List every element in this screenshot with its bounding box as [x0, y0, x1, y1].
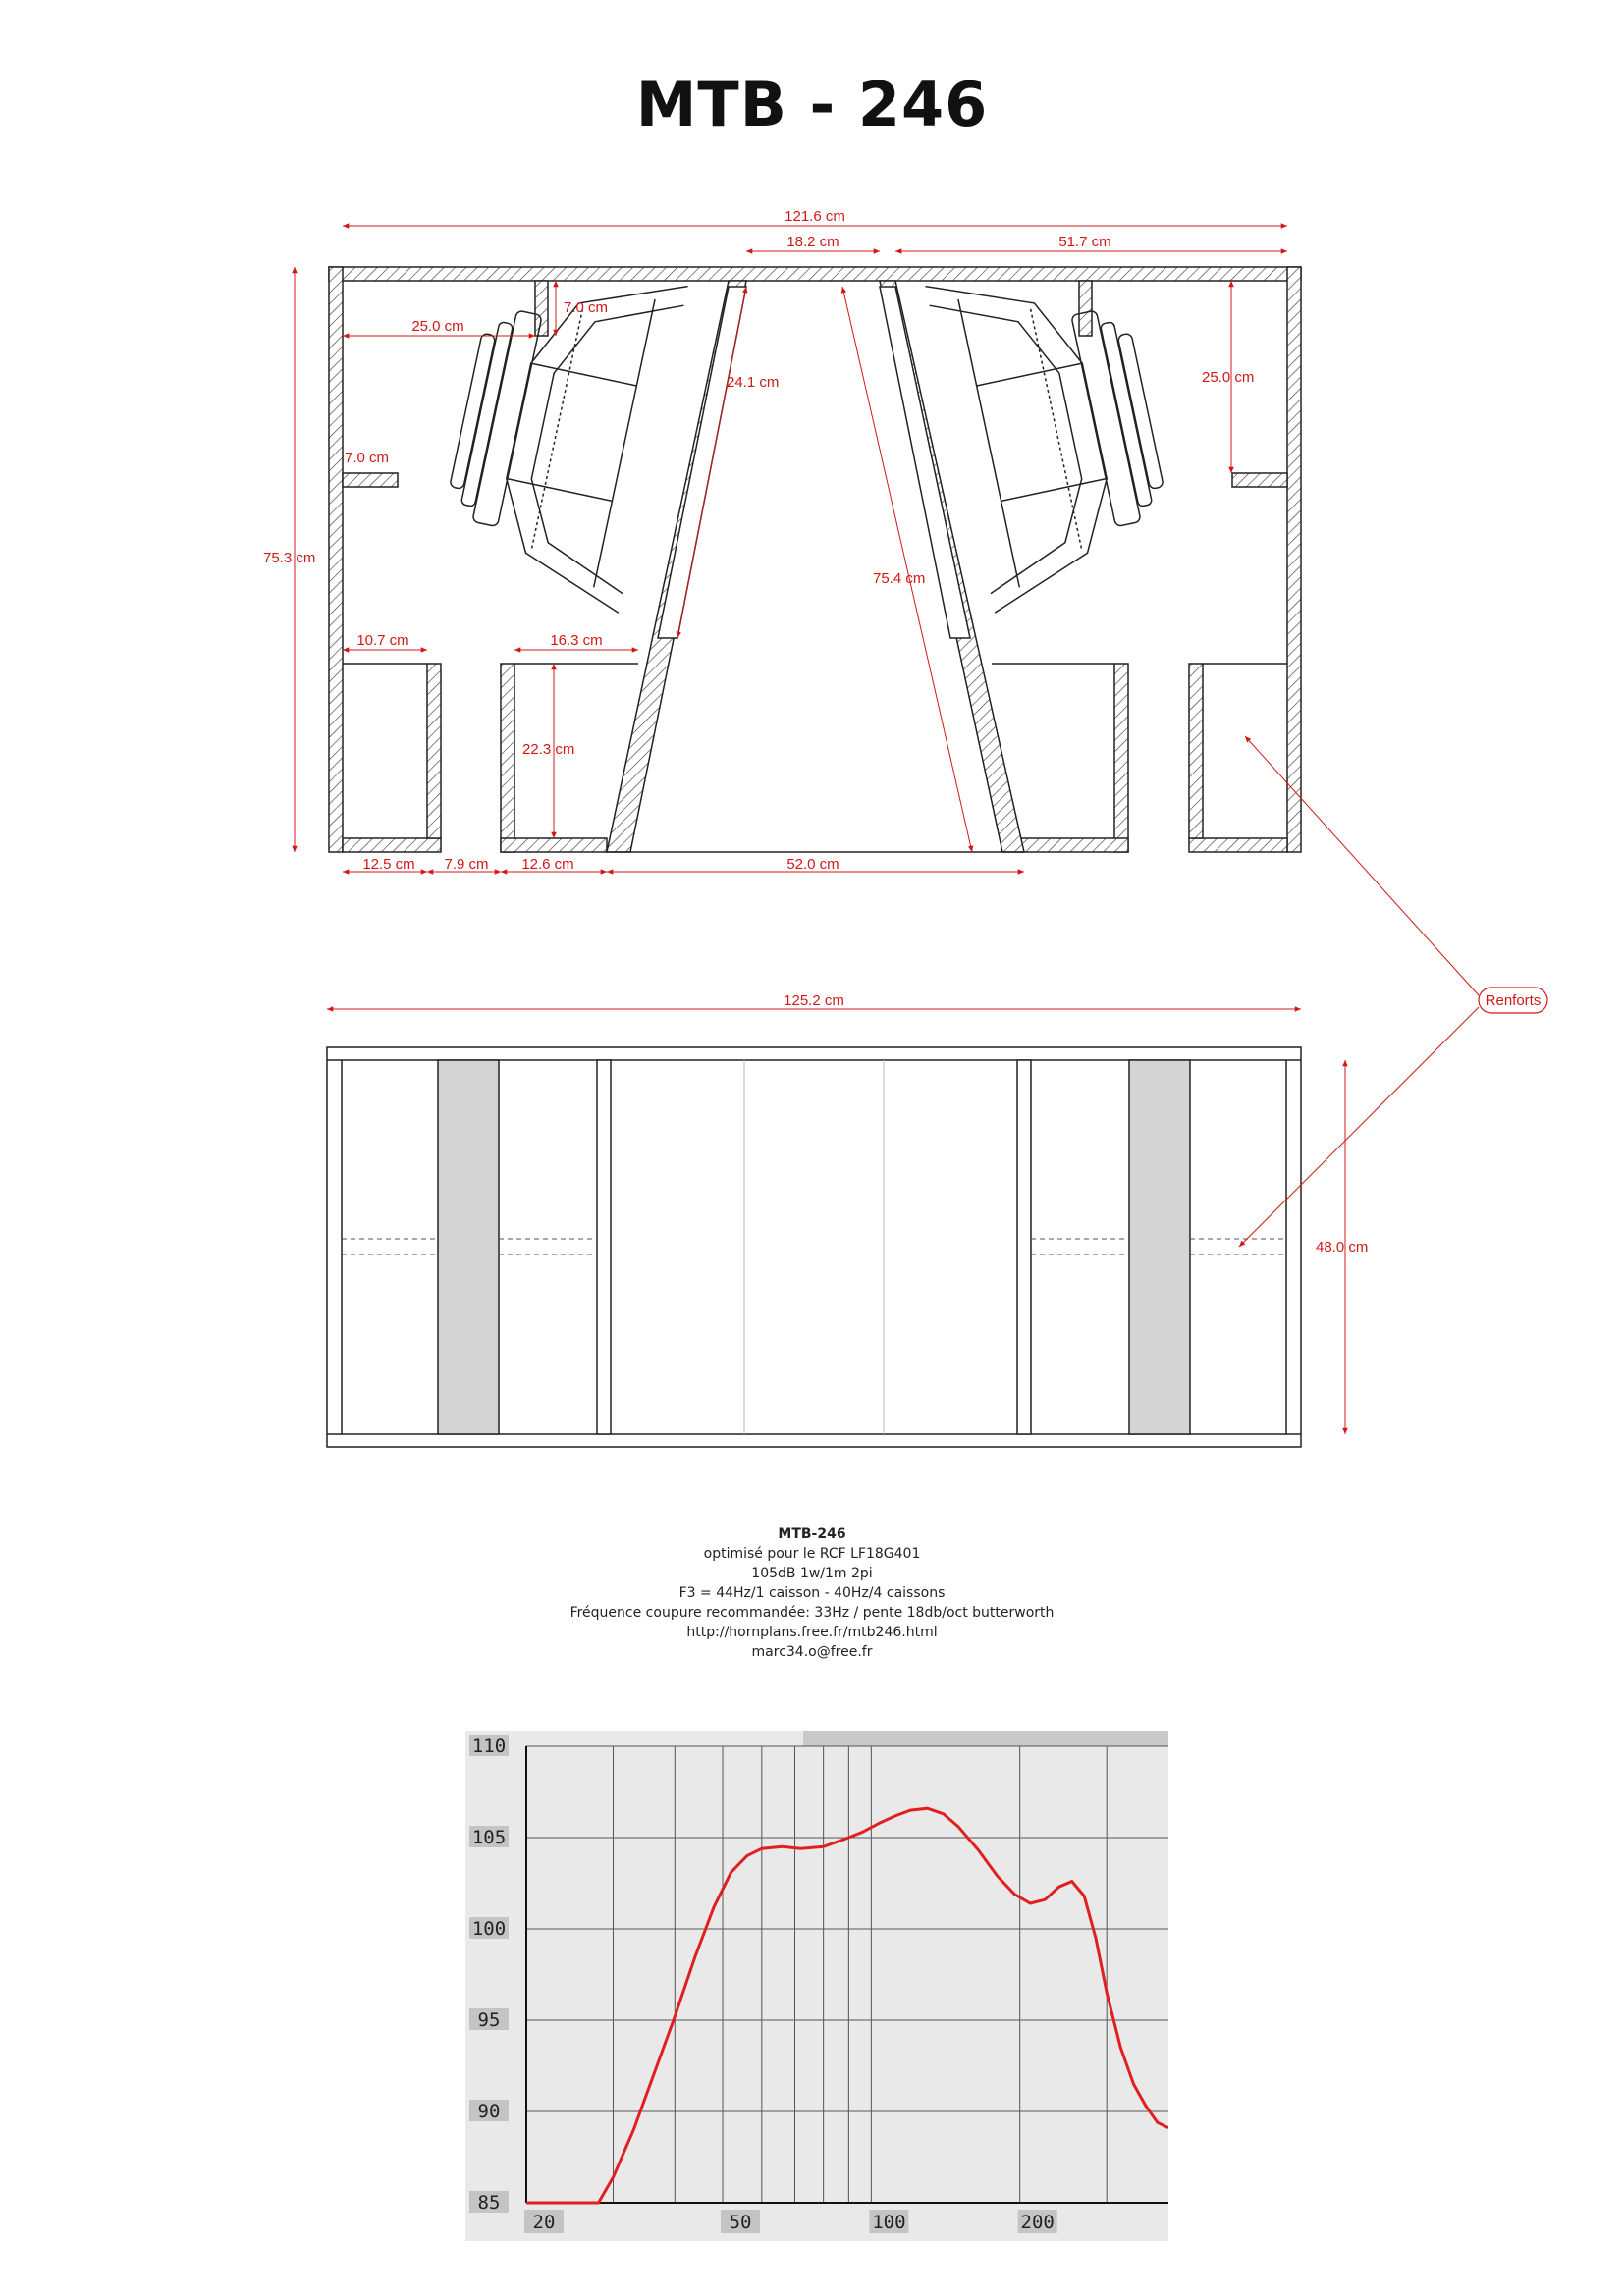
- y-tick-label: 90: [477, 2101, 501, 2122]
- y-tick-label: 100: [471, 1918, 507, 1940]
- y-tick-label: 110: [471, 1735, 507, 1757]
- dim-front-width: 125.2 cm: [784, 992, 844, 1009]
- dim-bottom-mouth: 52.0 cm: [786, 856, 839, 873]
- frequency-response-chart: [465, 1731, 1168, 2241]
- spec-block: [0, 1524, 1624, 1662]
- page-title: MTB - 246: [635, 69, 989, 140]
- dim-overall-height: 75.3 cm: [263, 550, 316, 566]
- dim-overall-width: 121.6 cm: [785, 208, 845, 225]
- spec-f3: F3 = 44Hz/1 caisson - 40Hz/4 caissons: [678, 1585, 946, 1601]
- chart-header-bar: [803, 1731, 1168, 1746]
- dim-brace-height: 7.0 cm: [564, 299, 609, 316]
- spec-crossover: Fréquence coupure recommandée: 33Hz / pente 18db/oct butterworth: [569, 1605, 1055, 1621]
- spec-driver: optimisé pour le RCF LF18G401: [703, 1546, 921, 1562]
- side-view: [329, 267, 1301, 852]
- x-tick-label: 20: [532, 2212, 556, 2233]
- dim-mouth-top: 18.2 cm: [786, 234, 839, 250]
- x-tick-label: 200: [1020, 2212, 1055, 2233]
- spec-name: MTB-246: [778, 1526, 846, 1542]
- dim-inner-chamber: 16.3 cm: [550, 632, 603, 649]
- dim-bottom-2: 7.9 cm: [444, 856, 489, 873]
- front-view: [327, 1047, 1301, 1447]
- x-tick-label: 50: [729, 2212, 752, 2233]
- y-tick-label: 105: [471, 1827, 507, 1848]
- dim-front-height: 48.0 cm: [1316, 1239, 1369, 1255]
- dim-right-depth: 25.0 cm: [1202, 369, 1255, 386]
- spec-email: marc34.o@free.fr: [751, 1644, 873, 1660]
- y-tick-label: 85: [477, 2192, 501, 2214]
- spec-url: http://hornplans.free.fr/mtb246.html: [686, 1625, 938, 1640]
- dim-bottom-3: 12.6 cm: [521, 856, 574, 873]
- dim-left-top-depth: 25.0 cm: [411, 318, 464, 335]
- dim-baffle-length: 24.1 cm: [727, 374, 780, 391]
- dim-left-chamber: 10.7 cm: [356, 632, 409, 649]
- dim-panel-length: 75.4 cm: [873, 570, 926, 587]
- renforts-callout: Renforts: [1485, 992, 1542, 1009]
- dim-bottom-1: 12.5 cm: [362, 856, 415, 873]
- dim-chamber-height: 22.3 cm: [522, 741, 575, 758]
- dim-brace-left: 7.0 cm: [345, 450, 390, 466]
- spec-sensitivity: 105dB 1w/1m 2pi: [751, 1566, 873, 1581]
- y-tick-label: 95: [477, 2009, 501, 2031]
- left-driver-icon: [431, 246, 687, 613]
- chart-background: [465, 1731, 1168, 2241]
- dim-right-top: 51.7 cm: [1058, 234, 1111, 250]
- right-driver-icon: [925, 246, 1181, 613]
- x-tick-label: 100: [872, 2212, 906, 2233]
